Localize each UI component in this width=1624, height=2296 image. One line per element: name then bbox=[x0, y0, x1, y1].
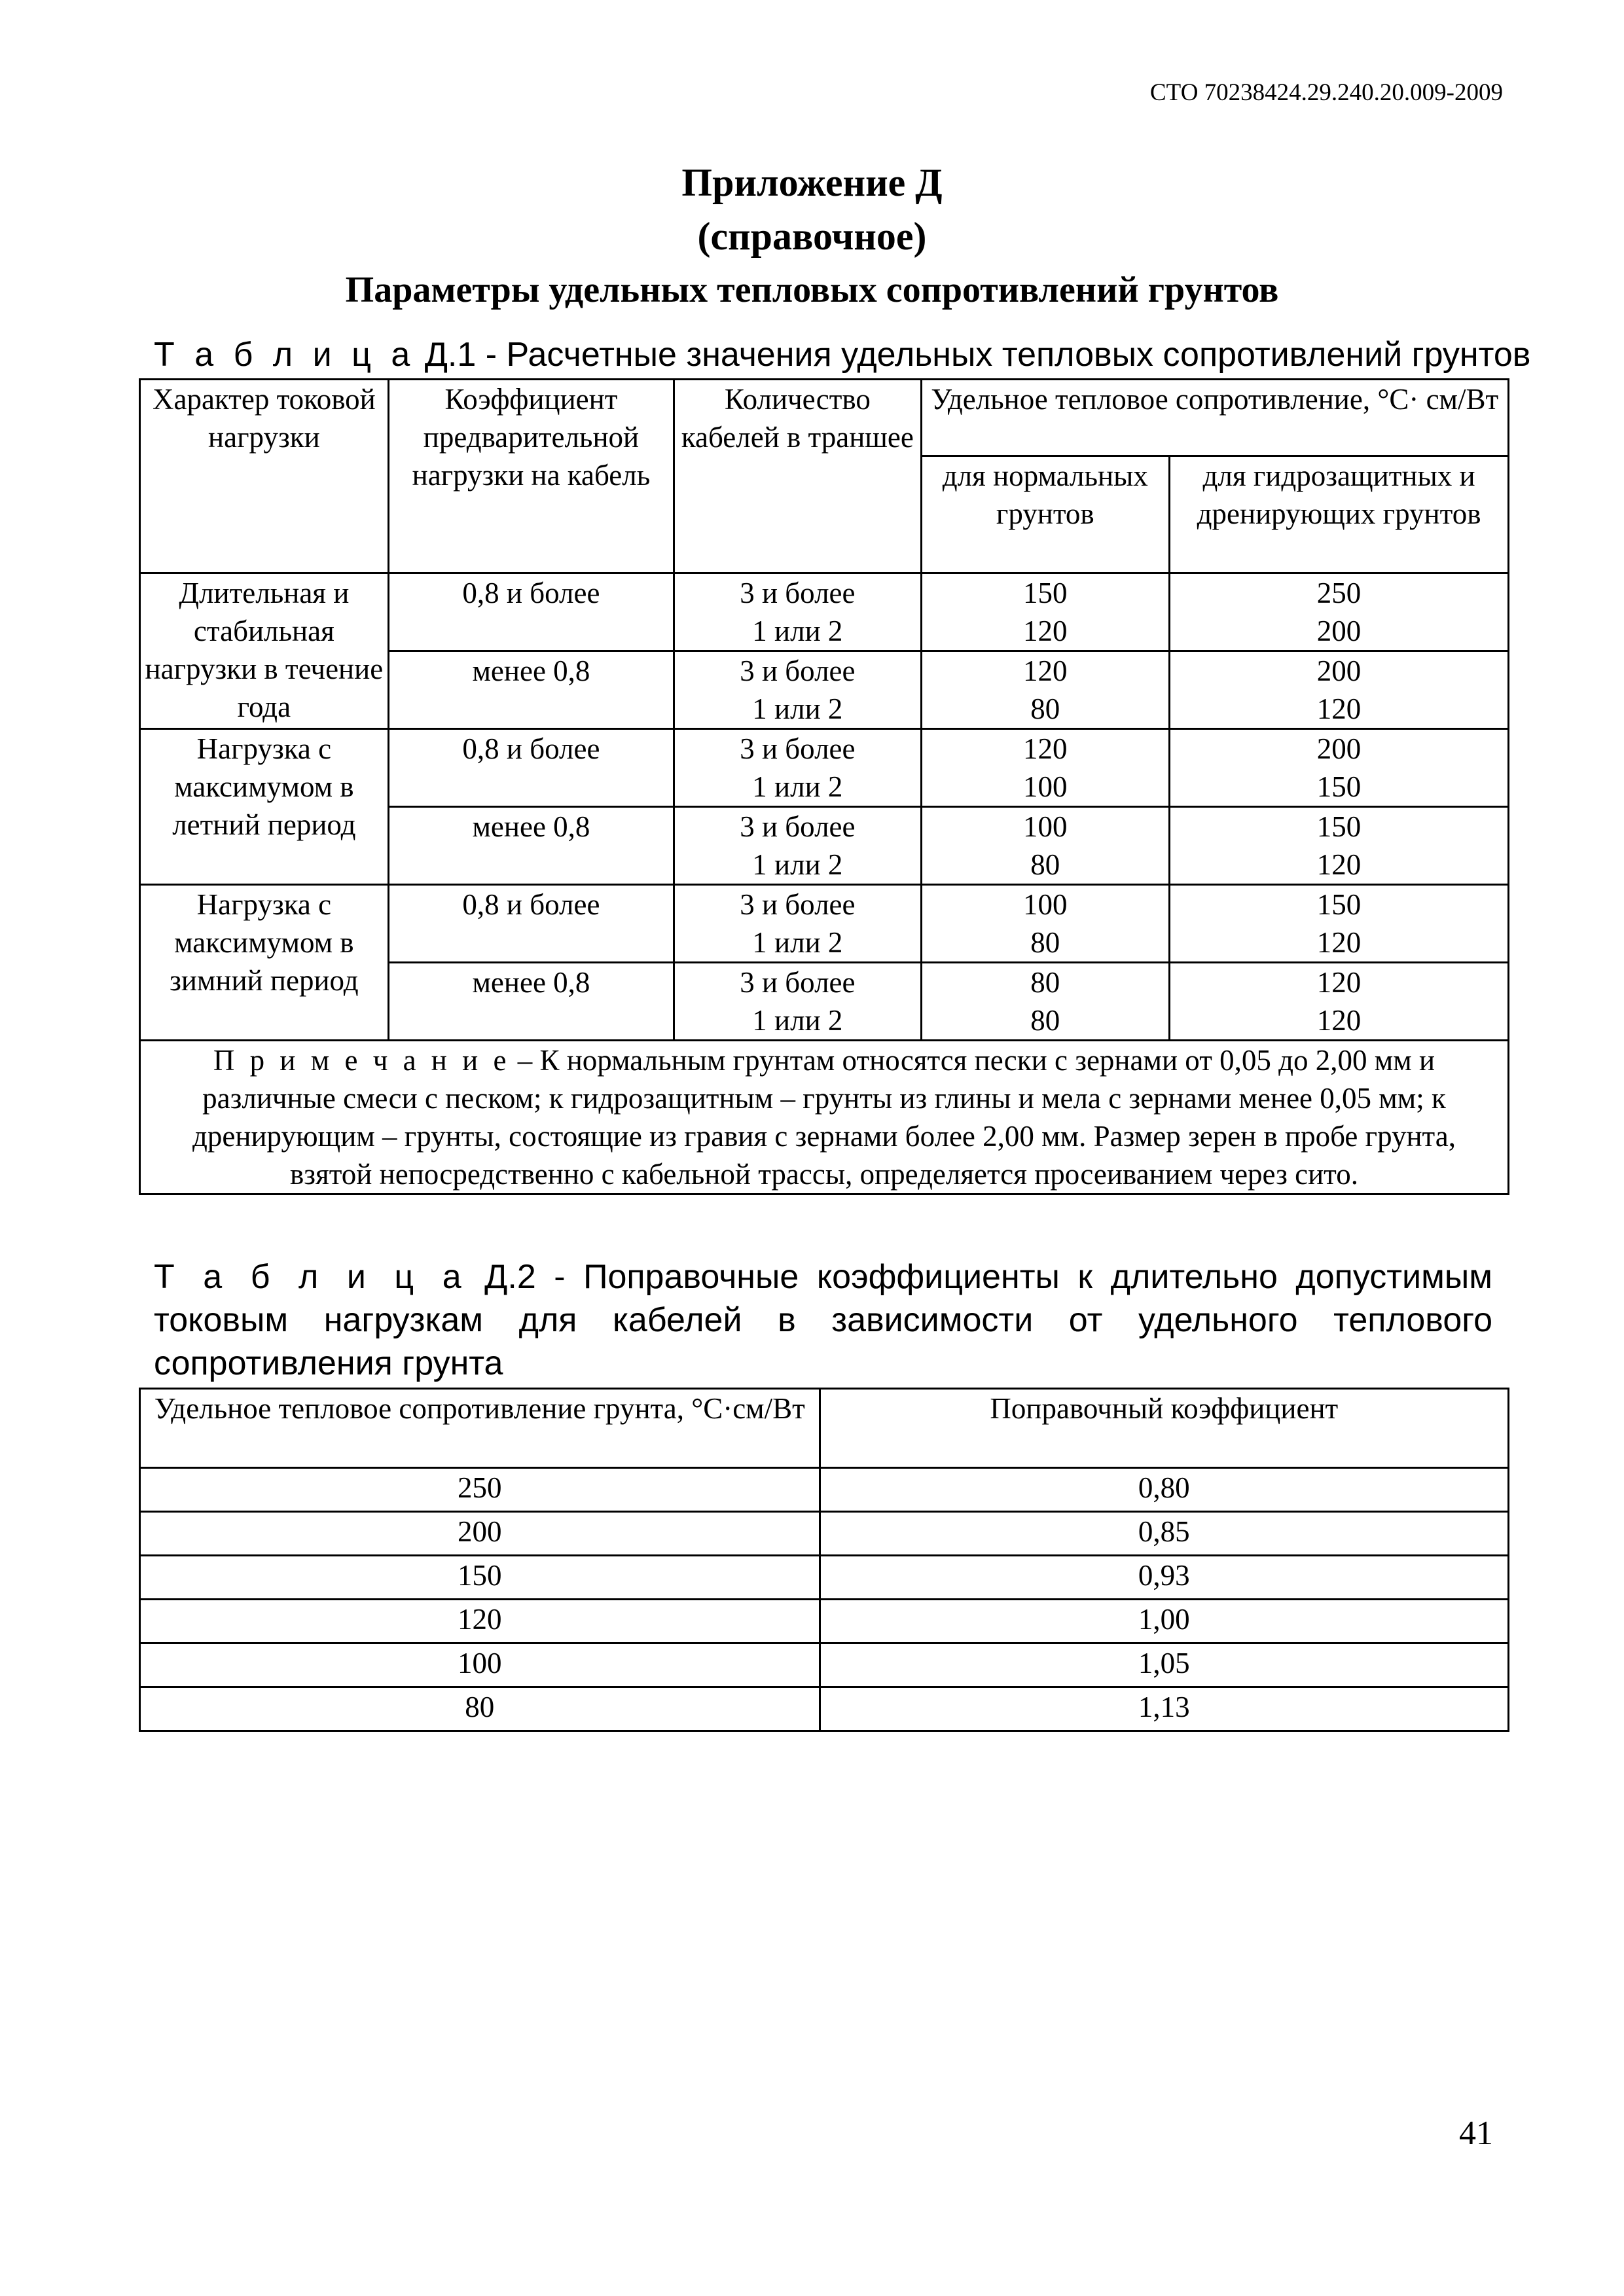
special-soil-cell-line: 120 bbox=[1316, 926, 1362, 959]
cable-count-cell bbox=[674, 573, 921, 651]
correction-coef-cell: 0,93 bbox=[820, 1556, 1508, 1600]
cable-count-cell-line: 1 или 2 bbox=[752, 615, 843, 647]
normal-soil-cell-line: 100 bbox=[1023, 770, 1068, 803]
preload-coef-cell: менее 0,8 bbox=[388, 963, 674, 1041]
header-cable-count: Количество кабелей в траншее bbox=[674, 380, 921, 573]
special-soil-cell bbox=[1170, 573, 1509, 651]
cable-count-cell-line: 3 и более bbox=[740, 732, 856, 765]
special-soil-cell-line: 200 bbox=[1316, 732, 1362, 765]
table-row bbox=[140, 1468, 1509, 1512]
load-type-cell: Длительная и стабильная нагрузки в течение года bbox=[140, 573, 389, 729]
normal-soil-cell-line: 80 bbox=[1030, 926, 1060, 959]
header-special-soil: для гидрозащитных и дренирующих грунтов bbox=[1170, 456, 1509, 573]
cable-count-cell-line: 3 и более bbox=[740, 810, 856, 843]
cable-count-cell-line: 3 и более bbox=[740, 966, 856, 999]
special-soil-cell-line: 120 bbox=[1316, 848, 1362, 881]
special-soil-cell-line: 150 bbox=[1316, 888, 1362, 921]
normal-soil-cell-line: 100 bbox=[1023, 888, 1068, 921]
cable-count-cell bbox=[674, 963, 921, 1041]
soil-resistance-table bbox=[139, 378, 1509, 1195]
table2-caption bbox=[154, 1255, 1492, 1385]
header-load-type: Характер токовой нагрузки bbox=[140, 380, 389, 573]
special-soil-cell-line: 250 bbox=[1316, 577, 1362, 609]
normal-soil-cell-line: 80 bbox=[1030, 966, 1060, 999]
normal-soil-cell-line: 150 bbox=[1023, 577, 1068, 609]
header-soil-resistance: Удельное тепловое сопротивление грунта, °С·см/Вт bbox=[140, 1389, 820, 1468]
cable-count-cell-line: 1 или 2 bbox=[752, 1004, 843, 1037]
appendix-kind: (справочное) bbox=[697, 215, 927, 258]
special-soil-cell-line: 120 bbox=[1316, 1004, 1362, 1037]
cable-count-cell-line: 3 и более bbox=[740, 577, 856, 609]
cable-count-cell-line: 1 или 2 bbox=[752, 848, 843, 881]
table1-caption-prefix: Т а б л и ц а bbox=[154, 336, 416, 374]
table-row bbox=[140, 729, 1509, 807]
normal-soil-cell-line: 120 bbox=[1023, 655, 1068, 687]
load-type-cell: Нагрузка с максимумом в летний период bbox=[140, 729, 389, 885]
normal-soil-cell bbox=[921, 651, 1170, 729]
normal-soil-cell bbox=[921, 807, 1170, 885]
special-soil-cell-line: 200 bbox=[1316, 655, 1362, 687]
cable-count-cell bbox=[674, 885, 921, 963]
special-soil-cell-line: 150 bbox=[1316, 770, 1362, 803]
note-label: П р и м е ч а н и е bbox=[213, 1044, 511, 1077]
cable-count-cell-line: 3 и более bbox=[740, 655, 856, 687]
special-soil-cell bbox=[1170, 651, 1509, 729]
special-soil-cell-line: 120 bbox=[1316, 966, 1362, 999]
page-number: 41 bbox=[1459, 2115, 1493, 2152]
correction-coef-cell: 1,00 bbox=[820, 1600, 1508, 1643]
cable-count-cell-line: 1 или 2 bbox=[752, 926, 843, 959]
table-row bbox=[140, 885, 1509, 963]
appendix-titles bbox=[0, 156, 1624, 317]
table-row bbox=[140, 1556, 1509, 1600]
special-soil-cell bbox=[1170, 729, 1509, 807]
cable-count-cell-line: 1 или 2 bbox=[752, 692, 843, 725]
normal-soil-cell bbox=[921, 573, 1170, 651]
correction-coef-cell: 0,85 bbox=[820, 1512, 1508, 1556]
soil-resistance-cell: 120 bbox=[140, 1600, 820, 1643]
correction-coefficient-table bbox=[139, 1388, 1509, 1732]
normal-soil-cell bbox=[921, 963, 1170, 1041]
special-soil-cell-line: 120 bbox=[1316, 692, 1362, 725]
normal-soil-cell-line: 80 bbox=[1030, 1004, 1060, 1037]
table1-caption-text: Д.1 - Расчетные значения удельных тепловых сопротивлений грунтов bbox=[424, 336, 1531, 374]
preload-coef-cell: 0,8 и более bbox=[388, 885, 674, 963]
table2-caption-text: Д.2 - Поправочные коэффициенты к длительно допустимым токовым нагрузкам для кабелей в зависимости от удельного теплового сопротивления грунта bbox=[154, 1258, 1492, 1382]
special-soil-cell bbox=[1170, 807, 1509, 885]
special-soil-cell-line: 150 bbox=[1316, 810, 1362, 843]
normal-soil-cell bbox=[921, 729, 1170, 807]
normal-soil-cell-line: 80 bbox=[1030, 848, 1060, 881]
normal-soil-cell-line: 80 bbox=[1030, 692, 1060, 725]
table-note bbox=[140, 1041, 1509, 1194]
document-code: СТО 70238424.29.240.20.009-2009 bbox=[1149, 79, 1503, 106]
note-text: – К нормальным грунтам относятся пески с зернами от 0,05 до 2,00 мм и различные смеси с песком; к гидрозащитным – грунты из глины и мела с зернами менее 0,05 мм; к дренирующим – грунты, состоящие из гравия с зернами более 2,00 мм. Размер зерен в пробе грунта, взятой непосредственно с кабельной трассы, определяется просеиванием через сито. bbox=[192, 1044, 1456, 1191]
appendix-title: Приложение Д bbox=[681, 161, 943, 204]
header-resistance: Удельное тепловое сопротивление, °С· см/Вт bbox=[921, 380, 1509, 456]
table1-caption bbox=[154, 335, 1531, 374]
correction-coef-cell: 1,05 bbox=[820, 1643, 1508, 1687]
special-soil-cell bbox=[1170, 963, 1509, 1041]
header-correction-coef: Поправочный коэффициент bbox=[820, 1389, 1508, 1468]
table-row bbox=[140, 1643, 1509, 1687]
cable-count-cell-line: 1 или 2 bbox=[752, 770, 843, 803]
correction-coef-cell: 1,13 bbox=[820, 1687, 1508, 1731]
cable-count-cell bbox=[674, 729, 921, 807]
cable-count-cell bbox=[674, 807, 921, 885]
soil-resistance-cell: 150 bbox=[140, 1556, 820, 1600]
correction-coef-cell: 0,80 bbox=[820, 1468, 1508, 1512]
special-soil-cell-line: 200 bbox=[1316, 615, 1362, 647]
table-header-row bbox=[140, 1389, 1509, 1468]
normal-soil-cell-line: 100 bbox=[1023, 810, 1068, 843]
normal-soil-cell bbox=[921, 885, 1170, 963]
normal-soil-cell-line: 120 bbox=[1023, 615, 1068, 647]
table-row bbox=[140, 1600, 1509, 1643]
soil-resistance-cell: 250 bbox=[140, 1468, 820, 1512]
preload-coef-cell: 0,8 и более bbox=[388, 729, 674, 807]
table-header-row bbox=[140, 380, 1509, 456]
appendix-subject: Параметры удельных тепловых сопротивлений грунтов bbox=[345, 270, 1279, 310]
table-row bbox=[140, 573, 1509, 651]
special-soil-cell bbox=[1170, 885, 1509, 963]
header-normal-soil: для нормальных грунтов bbox=[921, 456, 1170, 573]
preload-coef-cell: 0,8 и более bbox=[388, 573, 674, 651]
preload-coef-cell: менее 0,8 bbox=[388, 807, 674, 885]
table-row bbox=[140, 1512, 1509, 1556]
load-type-cell: Нагрузка с максимумом в зимний период bbox=[140, 885, 389, 1041]
table2-caption-prefix: Т а б л и ц а bbox=[154, 1258, 467, 1296]
note-row bbox=[140, 1041, 1509, 1194]
soil-resistance-cell: 80 bbox=[140, 1687, 820, 1731]
header-preload-coef: Коэффициент предварительной нагрузки на кабель bbox=[388, 380, 674, 573]
cable-count-cell-line: 3 и более bbox=[740, 888, 856, 921]
preload-coef-cell: менее 0,8 bbox=[388, 651, 674, 729]
normal-soil-cell-line: 120 bbox=[1023, 732, 1068, 765]
soil-resistance-cell: 200 bbox=[140, 1512, 820, 1556]
soil-resistance-cell: 100 bbox=[140, 1643, 820, 1687]
table-row bbox=[140, 1687, 1509, 1731]
cable-count-cell bbox=[674, 651, 921, 729]
